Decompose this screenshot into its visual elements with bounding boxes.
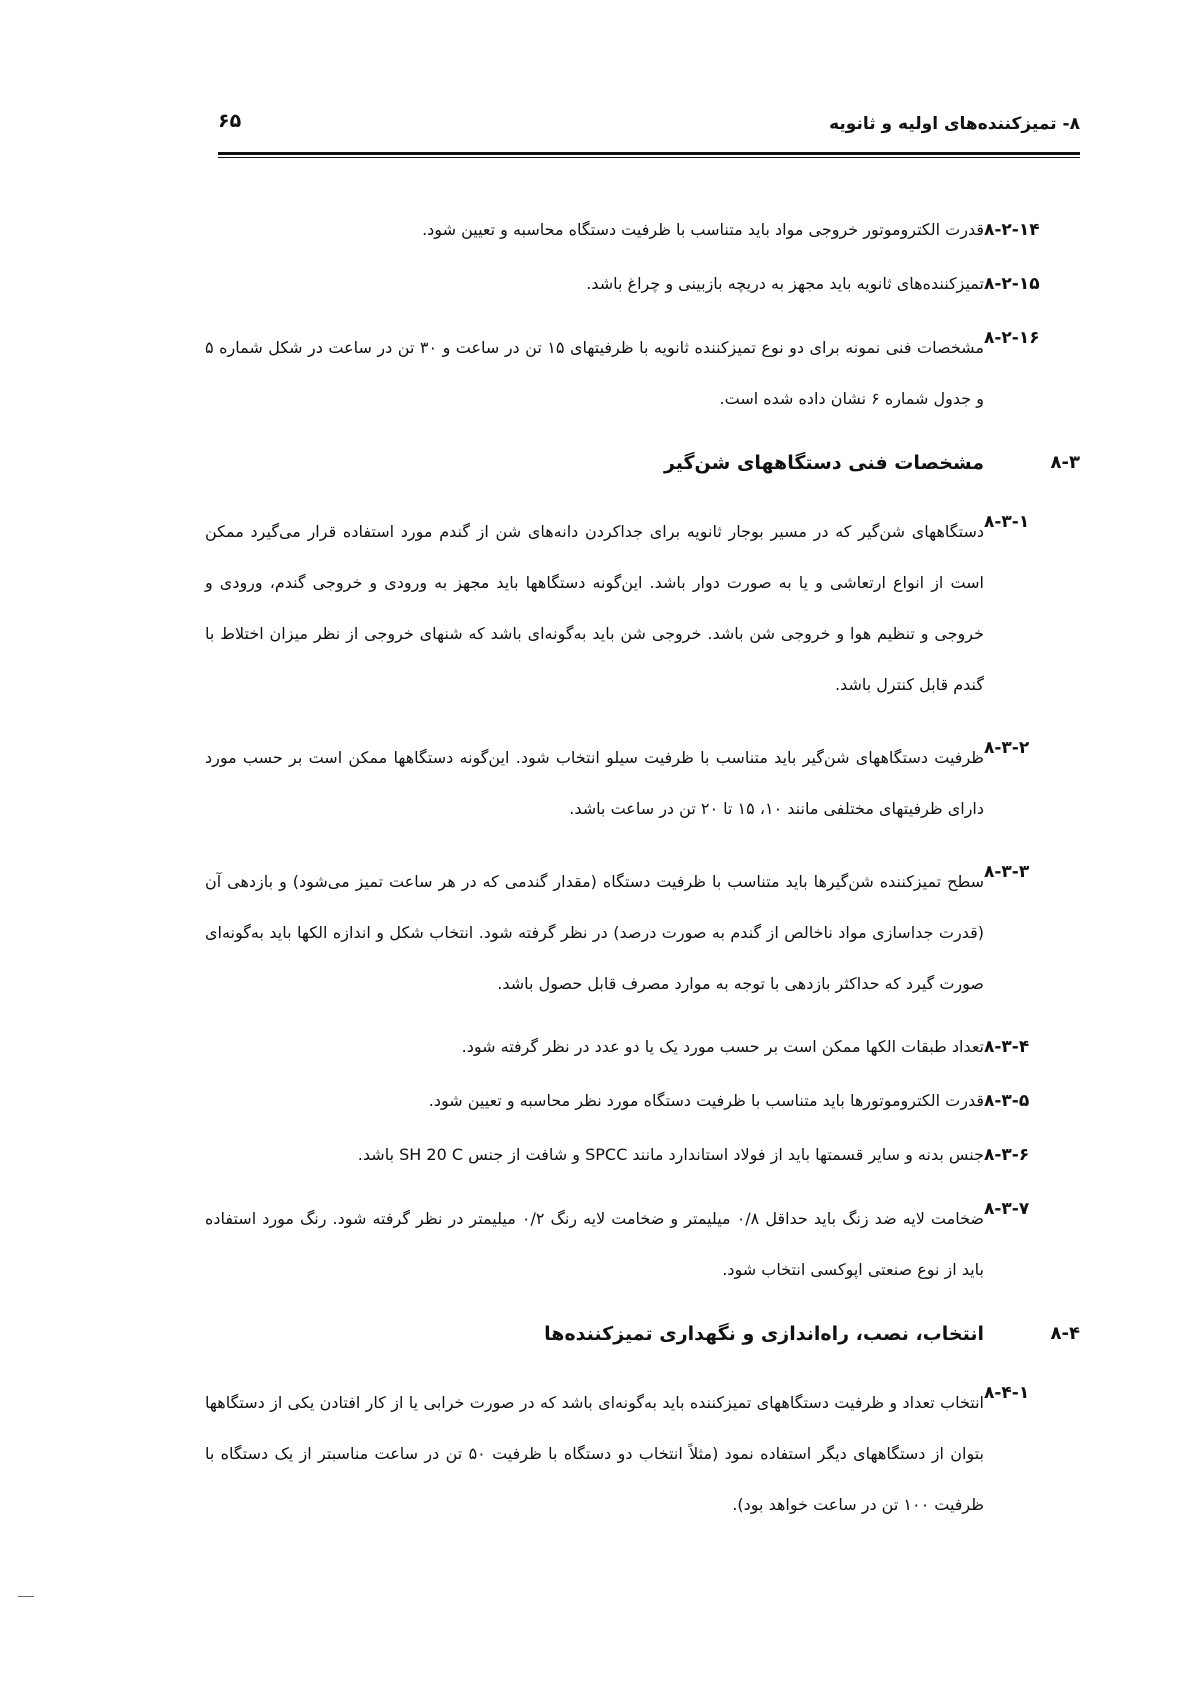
clause-number: ۸-۳-۴ (984, 1037, 1030, 1057)
section-number: ۸-۳ (1050, 452, 1080, 473)
margin-mark (18, 1596, 34, 1597)
clause-number: ۸-۲-۱۶ (984, 328, 1040, 348)
clause-number: ۸-۲-۱۴ (984, 220, 1040, 240)
section-heading-8-4 (205, 1317, 1080, 1351)
clause-8-3-2 (205, 732, 1080, 834)
clause-8-3-6 (205, 1139, 1080, 1171)
section-title: مشخصات فنی دستگاههای شن‌گیر (663, 452, 984, 474)
page-number: ۶۵ (218, 110, 242, 132)
clause-number: ۸-۳-۱ (984, 512, 1030, 532)
page-header (218, 108, 1080, 148)
clause-text: قدرت الکتروموتورها باید متناسب با ظرفیت دستگاه مورد نظر محاسبه و تعیین شود. (428, 1091, 984, 1110)
clause-8-3-5 (205, 1085, 1080, 1117)
clause-8-3-1 (205, 506, 1080, 710)
page-body (205, 214, 1080, 1552)
header-rule-thick (218, 152, 1080, 155)
clause-8-2-15 (205, 268, 1080, 300)
clause-number: ۸-۳-۳ (984, 862, 1030, 882)
clause-text: ظرفیت دستگاههای شن‌گیر باید متناسب با ظرفیت سیلو انتخاب شود. این‌گونه دستگاهها ممکن است بر حسب مورد دارای ظرفیتهای مختلفی مانند ۱۰، ۱۵ تا ۲۰ تن در ساعت باشد. (205, 748, 984, 818)
section-title: انتخاب، نصب، راه‌اندازی و نگهداری تمیزکننده‌ها (544, 1323, 984, 1345)
chapter-title: ۸- تمیزکننده‌های اولیه و ثانویه (829, 114, 1080, 134)
header-rule-thin (218, 157, 1080, 158)
clause-text: دستگاههای شن‌گیر که در مسیر بوجار ثانویه برای جداکردن دانه‌های شن از گندم مورد استفاده قرار می‌گیرد ممکن است از انواع ارتعاشی و یا به صورت دوار باشد. این‌گونه دستگاهها باید مجهز به ورودی و خروجی گندم، ورودی و خروجی و تنظیم هوا و خروجی شن باشد. خروجی شن باید به‌گونه‌ای باشد که شنهای خروجی از نظر میزان اختلاط با گندم قابل کنترل باشد. (205, 522, 984, 694)
clause-number: ۸-۳-۲ (984, 738, 1030, 758)
clause-text: مشخصات فنی نمونه برای دو نوع تمیزکننده ثانویه با ظرفیتهای ۱۵ تن در ساعت و ۳۰ تن در ساعت در شکل شماره ۵ و جدول شماره ۶ نشان داده شده است. (205, 338, 985, 408)
clause-8-2-16 (205, 322, 1080, 424)
clause-8-3-3 (205, 856, 1080, 1009)
clause-8-4-1 (205, 1377, 1080, 1530)
clause-text: سطح تمیزکننده شن‌گیرها باید متناسب با ظرفیت دستگاه (مقدار گندمی که در هر ساعت تمیز می‌شود) و بازدهی آن (قدرت جداسازی مواد ناخالص از گندم به صورت درصد) در نظر گرفته شود. انتخاب شکل و اندازه الکها باید به‌گونه‌ای صورت گیرد که حداکثر بازدهی با توجه به موارد مصرف قابل حصول باشد. (205, 872, 984, 993)
clause-text: جنس بدنه و سایر قسمتها باید از فولاد استاندارد مانند SPCC و شافت از جنس SH 20 C باشد. (357, 1145, 984, 1164)
clause-text: قدرت الکتروموتور خروجی مواد باید متناسب با ظرفیت دستگاه محاسبه و تعیین شود. (422, 220, 984, 239)
section-heading-8-3 (205, 446, 1080, 480)
clause-number: ۸-۲-۱۵ (984, 274, 1040, 294)
clause-number: ۸-۳-۶ (984, 1145, 1030, 1165)
clause-text: ضخامت لایه ضد زنگ باید حداقل ۰/۸ میلیمتر و ضخامت لایه رنگ ۰/۲ میلیمتر در نظر گرفته شود. رنگ مورد استفاده باید از نوع صنعتی اپوکسی انتخاب شود. (205, 1209, 984, 1279)
clause-number: ۸-۳-۷ (984, 1199, 1030, 1219)
clause-8-2-14 (205, 214, 1080, 246)
clause-number: ۸-۴-۱ (984, 1383, 1030, 1403)
clause-8-3-4 (205, 1031, 1080, 1063)
section-number: ۸-۴ (1050, 1323, 1080, 1344)
clause-text: انتخاب تعداد و ظرفیت دستگاههای تمیزکننده باید به‌گونه‌ای باشد که در صورت خرابی یا از کار افتادن یکی از دستگاهها بتوان از دستگاههای دیگر استفاده نمود (مثلاً انتخاب دو دستگاه با ظرفیت ۵۰ تن در ساعت مناسبتر از یک دستگاه با ظرفیت ۱۰۰ تن در ساعت خواهد بود). (205, 1393, 984, 1514)
clause-8-3-7 (205, 1193, 1080, 1295)
clause-number: ۸-۳-۵ (984, 1091, 1030, 1111)
clause-text: تعداد طبقات الکها ممکن است بر حسب مورد یک یا دو عدد در نظر گرفته شود. (461, 1037, 984, 1056)
clause-text: تمیزکننده‌های ثانویه باید مجهز به دریچه بازبینی و چراغ باشد. (586, 274, 984, 293)
